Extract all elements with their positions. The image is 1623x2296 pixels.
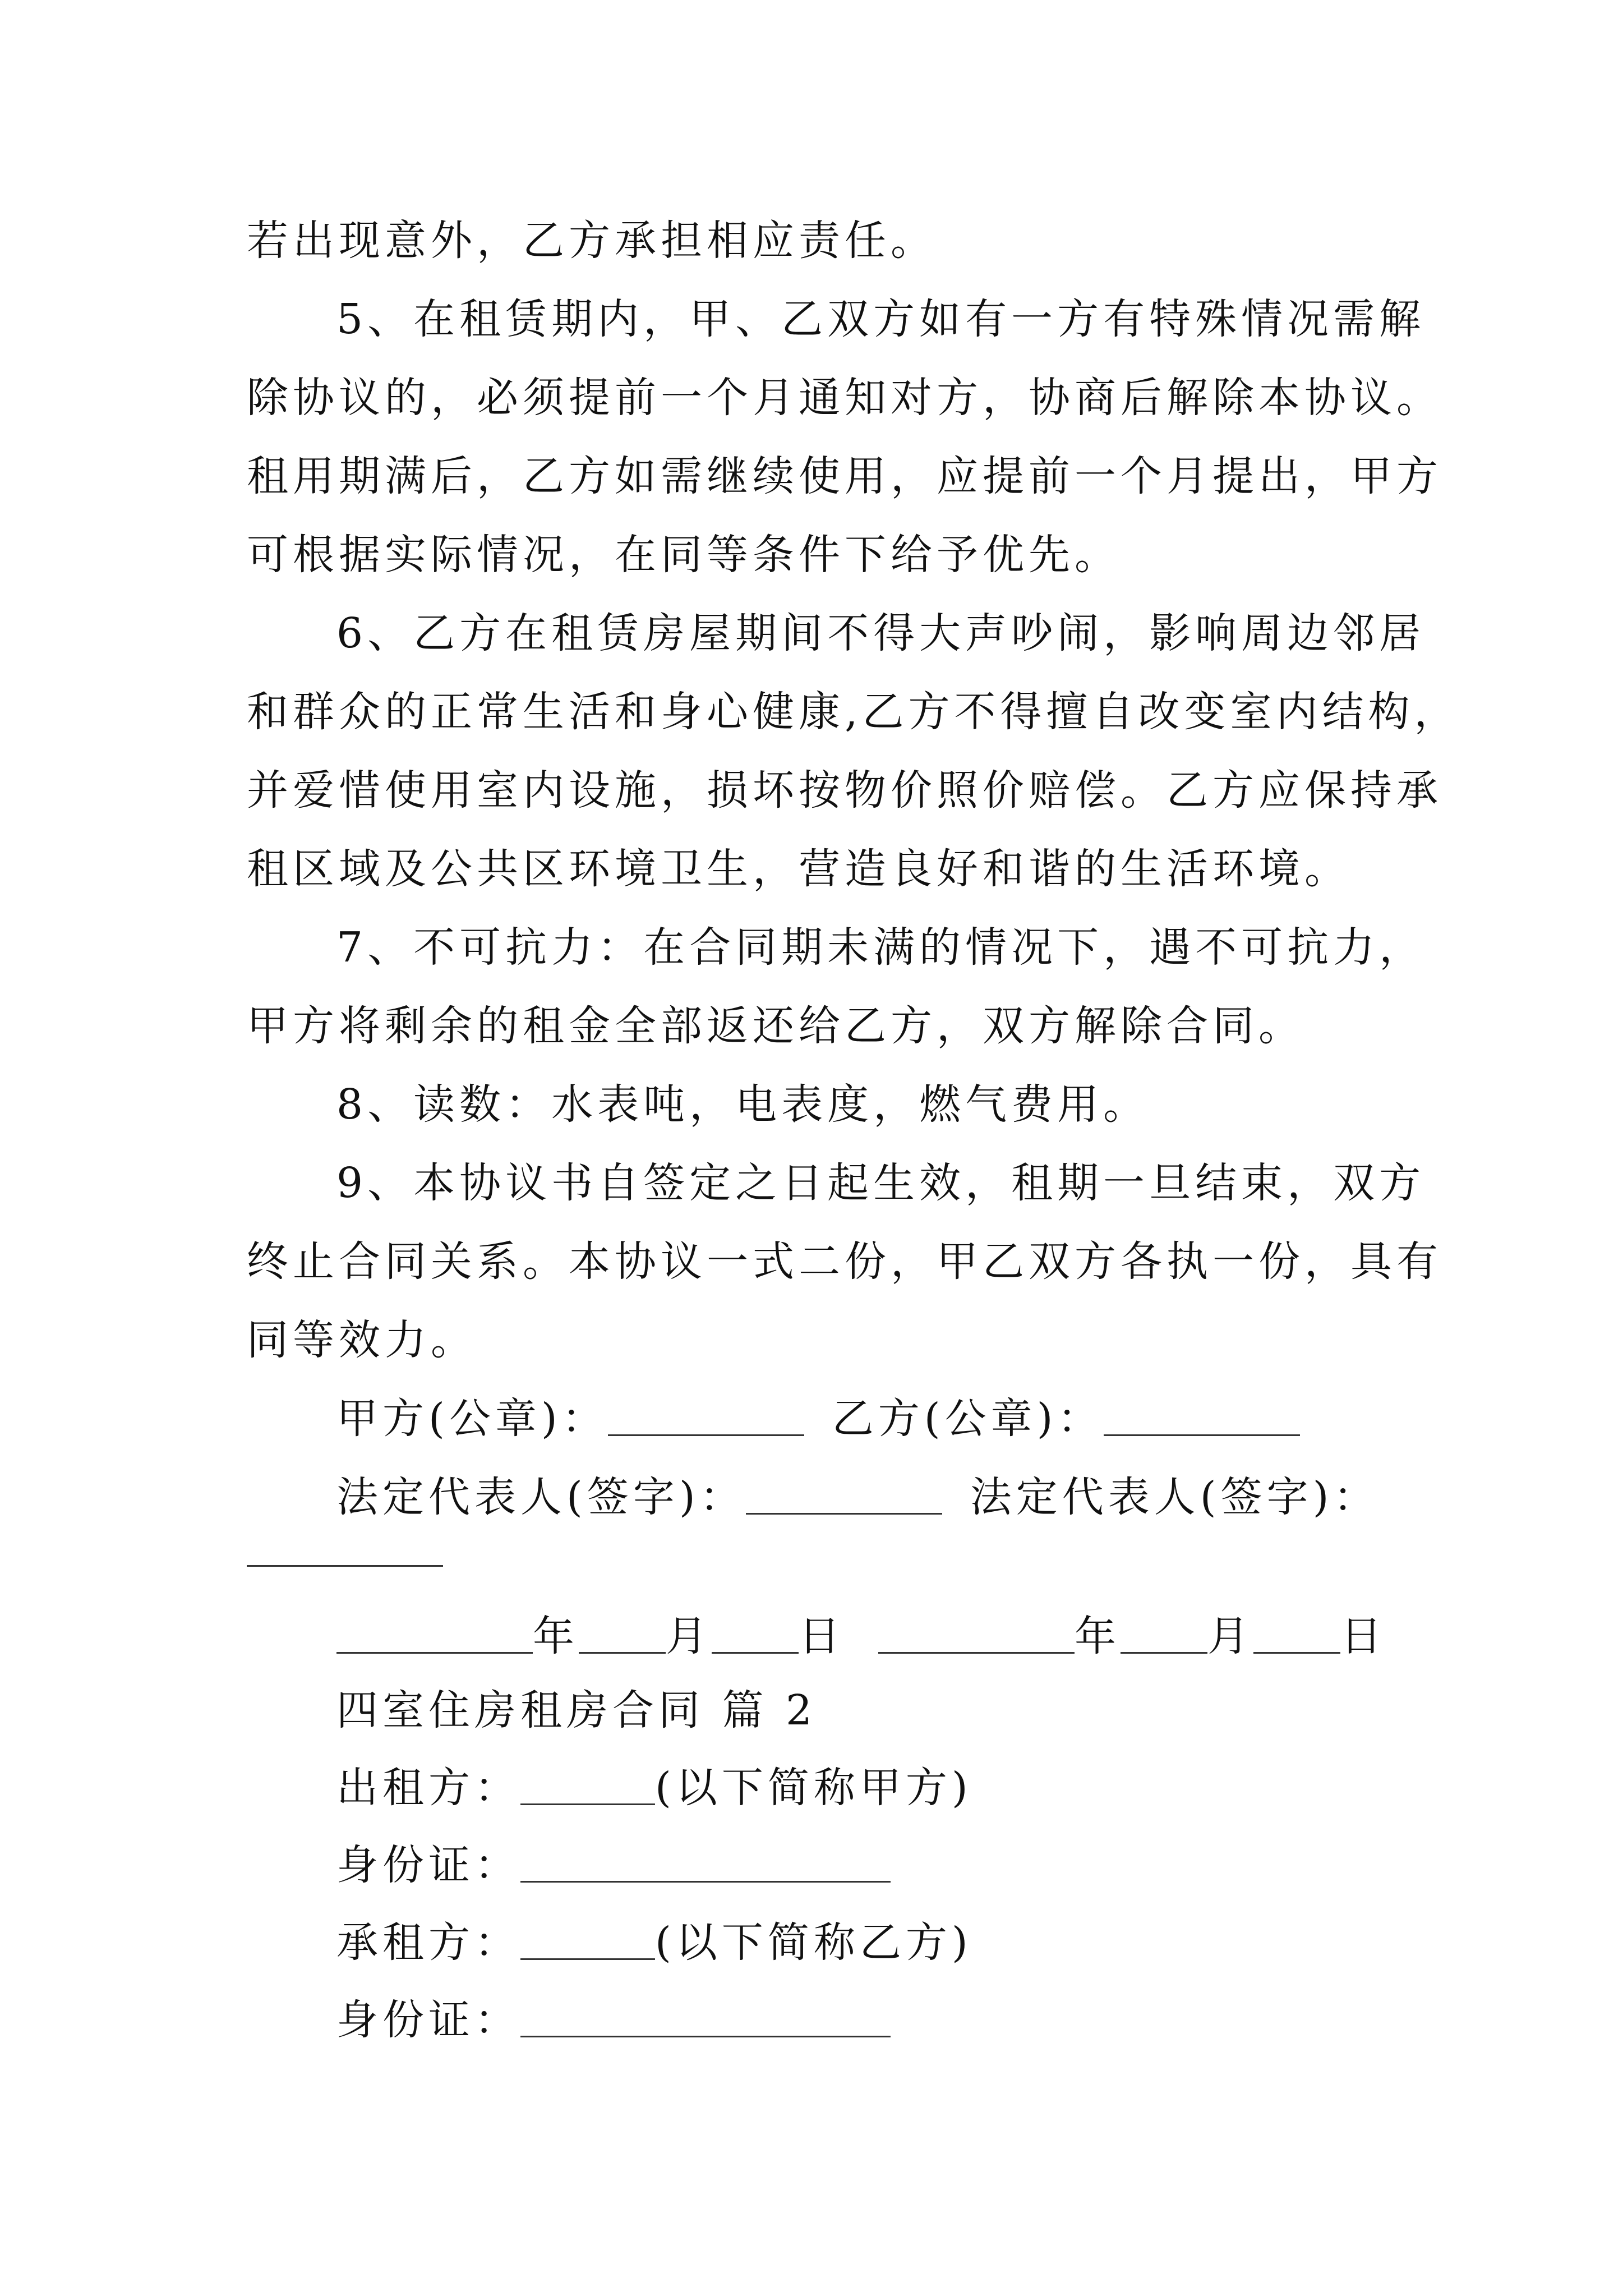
month-blank-b[interactable] (1121, 1652, 1207, 1654)
party-b-seal-blank[interactable] (1104, 1434, 1300, 1436)
body-line: 同等效力。 (247, 1316, 477, 1364)
body-line: 并爱惜使用室内设施，损坏按物价照价赔偿。乙方应保持承 (247, 766, 1442, 815)
party-a-seal-blank[interactable] (608, 1434, 804, 1436)
month-label-b: 月 (1207, 1612, 1253, 1660)
legal-rep-b-blank[interactable] (247, 1565, 443, 1567)
body-line: 可根据实际情况，在同等条件下给予优先。 (247, 531, 1121, 579)
legal-rep-a-label: 法定代表人(签字)： (336, 1473, 746, 1521)
id-label: 身份证： (336, 1996, 520, 2044)
legal-rep-a-blank[interactable] (746, 1513, 942, 1515)
clause-9-line: 9、本协议书自签定之日起生效，租期一旦结束，双方 (336, 1159, 1426, 1207)
lessor-suffix: (以下简称甲方) (655, 1764, 972, 1812)
date-row (336, 1612, 1386, 1660)
lessee-id-row (336, 1996, 891, 2044)
clause-8-line: 8、读数：水表吨，电表度，燃气费用。 (336, 1080, 1150, 1129)
month-label-a: 月 (666, 1612, 712, 1660)
clause-6-line: 6、乙方在租赁房屋期间不得大声吵闹，影响周边邻居 (336, 609, 1426, 657)
lessee-blank[interactable] (520, 1958, 655, 1960)
lessor-row (336, 1764, 972, 1812)
body-line: 租用期满后，乙方如需继续使用，应提前一个月提出，甲方 (247, 452, 1442, 500)
seal-row (336, 1395, 1300, 1443)
body-line: 若出现意外，乙方承担相应责任。 (247, 217, 937, 265)
id-label: 身份证： (336, 1841, 520, 1889)
day-label-a: 日 (799, 1612, 845, 1660)
lessee-id-blank[interactable] (520, 2036, 891, 2037)
lessee-label: 承租方： (336, 1918, 520, 1967)
lessor-blank[interactable] (520, 1803, 655, 1805)
day-label-b: 日 (1340, 1612, 1386, 1660)
body-line: 甲方将剩余的租金全部返还给乙方，双方解除合同。 (247, 1002, 1304, 1050)
lessee-row (336, 1918, 972, 1967)
day-blank-a[interactable] (712, 1652, 799, 1654)
section-2-title: 四室住房租房合同 篇 2 (336, 1686, 817, 1734)
month-blank-a[interactable] (579, 1652, 666, 1654)
party-a-seal-label: 甲方(公章)： (336, 1395, 608, 1443)
lessee-suffix: (以下简称乙方) (655, 1918, 972, 1967)
year-blank-b[interactable] (878, 1652, 1075, 1654)
clause-5-line: 5、在租赁期内，甲、乙双方如有一方有特殊情况需解 (336, 295, 1426, 343)
year-label-b: 年 (1075, 1612, 1121, 1660)
lessor-id-row (336, 1841, 891, 1889)
body-line: 和群众的正常生活和身心健康,乙方不得擅自改变室内结构， (247, 688, 1460, 736)
party-b-seal-label: 乙方(公章)： (832, 1395, 1104, 1443)
body-line: 租区域及公共区环境卫生，营造良好和谐的生活环境。 (247, 845, 1350, 893)
lessor-id-blank[interactable] (520, 1881, 891, 1883)
lessor-label: 出租方： (336, 1764, 520, 1812)
body-line: 除协议的，必须提前一个月通知对方，协商后解除本协议。 (247, 374, 1442, 422)
legal-rep-b-label: 法定代表人(签字)： (970, 1473, 1380, 1521)
year-blank-a[interactable] (336, 1652, 533, 1654)
day-blank-b[interactable] (1253, 1652, 1340, 1654)
legal-rep-row (336, 1473, 1380, 1521)
year-label-a: 年 (533, 1612, 579, 1660)
clause-7-line: 7、不可抗力：在合同期未满的情况下，遇不可抗力， (336, 923, 1426, 972)
body-line: 终止合同关系。本协议一式二份，甲乙双方各执一份，具有 (247, 1237, 1442, 1286)
